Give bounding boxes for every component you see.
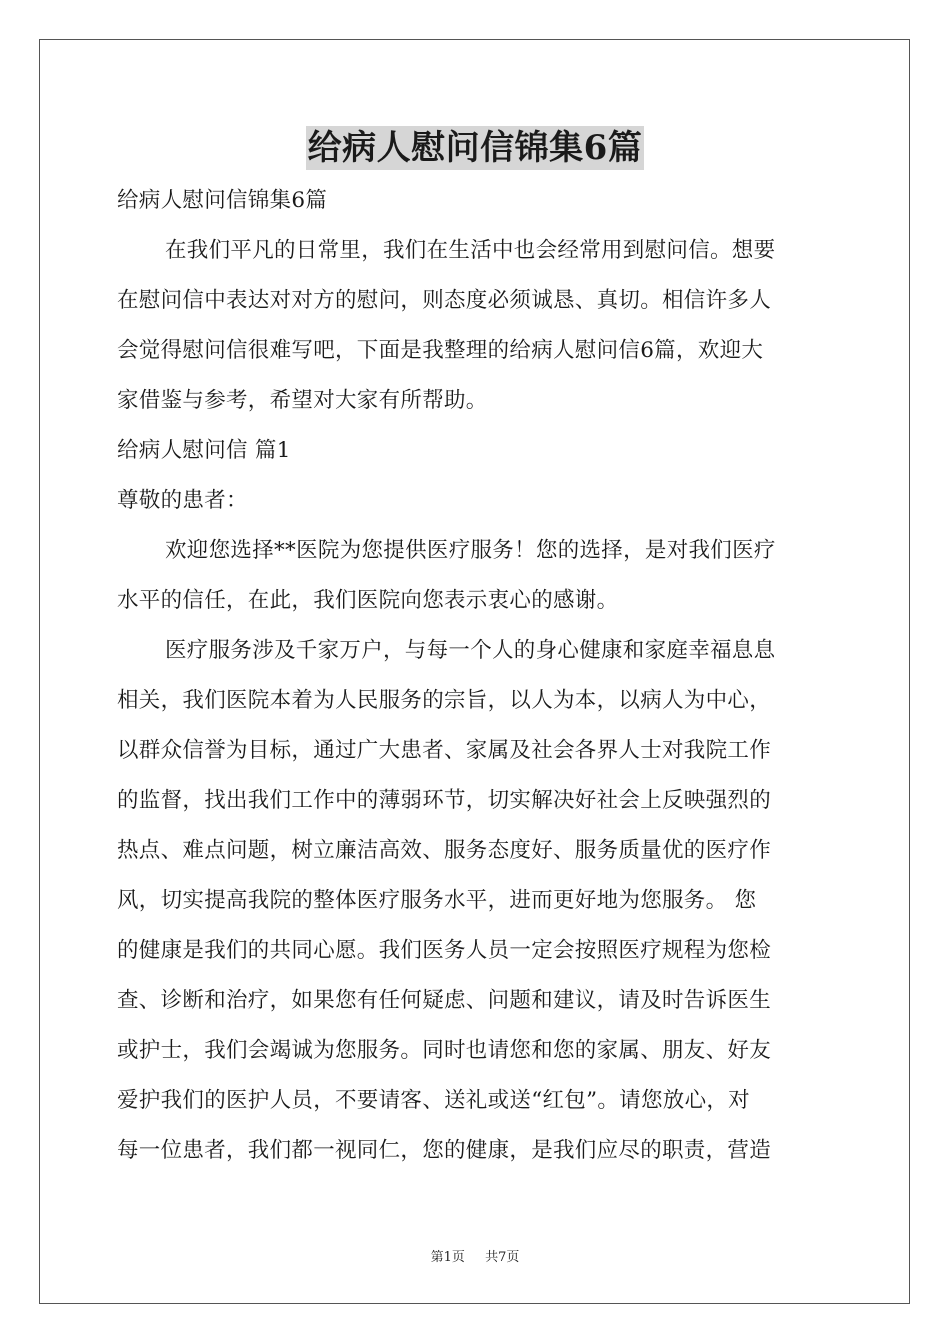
text-line: 查、诊断和治疗，如果您有任何疑虑、问题和建议，请及时告诉医生 (117, 988, 772, 1013)
text-line: 欢迎您选择**医院为您提供医疗服务！您的选择，是对我们医疗 (165, 538, 776, 563)
document-title: 给病人慰问信锦集6篇 (307, 128, 643, 168)
text-line: 水平的信任，在此，我们医院向您表示衷心的感谢。 (117, 588, 619, 613)
text-line: 医疗服务涉及千家万户，与每一个人的身心健康和家庭幸福息息 (165, 638, 776, 663)
text-line: 每一位患者，我们都一视同仁，您的健康，是我们应尽的职责，营造 (117, 1138, 772, 1163)
text-line: 热点、难点问题，树立廉洁高效、服务态度好、服务质量优的医疗作 (117, 838, 772, 863)
text-line: 在慰问信中表达对对方的慰问，则态度必须诚恳、真切。相信许多人 (117, 288, 772, 313)
text-line: 相关，我们医院本着为人民服务的宗旨，以人为本，以病人为中心， (117, 688, 772, 713)
page-footer (0, 1248, 950, 1268)
page-total: 共7页 (485, 1250, 520, 1265)
text-line: 以群众信誉为目标，通过广大患者、家属及社会各界人士对我院工作 (117, 738, 772, 763)
text-line: 或护士，我们会竭诚为您服务。同时也请您和您的家属、朋友、好友 (117, 1038, 772, 1063)
text-line: 的监督，找出我们工作中的薄弱环节，切实解决好社会上反映强烈的 (117, 788, 772, 813)
title-container (0, 126, 950, 170)
text-line: 爱护我们的医护人员，不要请客、送礼或送“红包”。请您放心，对 (117, 1088, 750, 1113)
page-number: 第1页 (430, 1250, 465, 1265)
text-line: 在我们平凡的日常里，我们在生活中也会经常用到慰问信。想要 (165, 238, 776, 263)
text-line: 会觉得慰问信很难写吧，下面是我整理的给病人慰问信6篇，欢迎大 (117, 338, 764, 363)
text-line: 给病人慰问信 篇1 (117, 438, 291, 463)
text-line: 的健康是我们的共同心愿。我们医务人员一定会按照医疗规程为您检 (117, 938, 772, 963)
text-line: 风，切实提高我院的整体医疗服务水平，进而更好地为您服务。 您 (117, 888, 757, 913)
text-line: 尊敬的患者： (117, 488, 248, 513)
document-body (117, 176, 837, 1176)
text-line: 给病人慰问信锦集6篇 (117, 188, 328, 213)
text-line: 家借鉴与参考，希望对大家有所帮助。 (117, 388, 488, 413)
